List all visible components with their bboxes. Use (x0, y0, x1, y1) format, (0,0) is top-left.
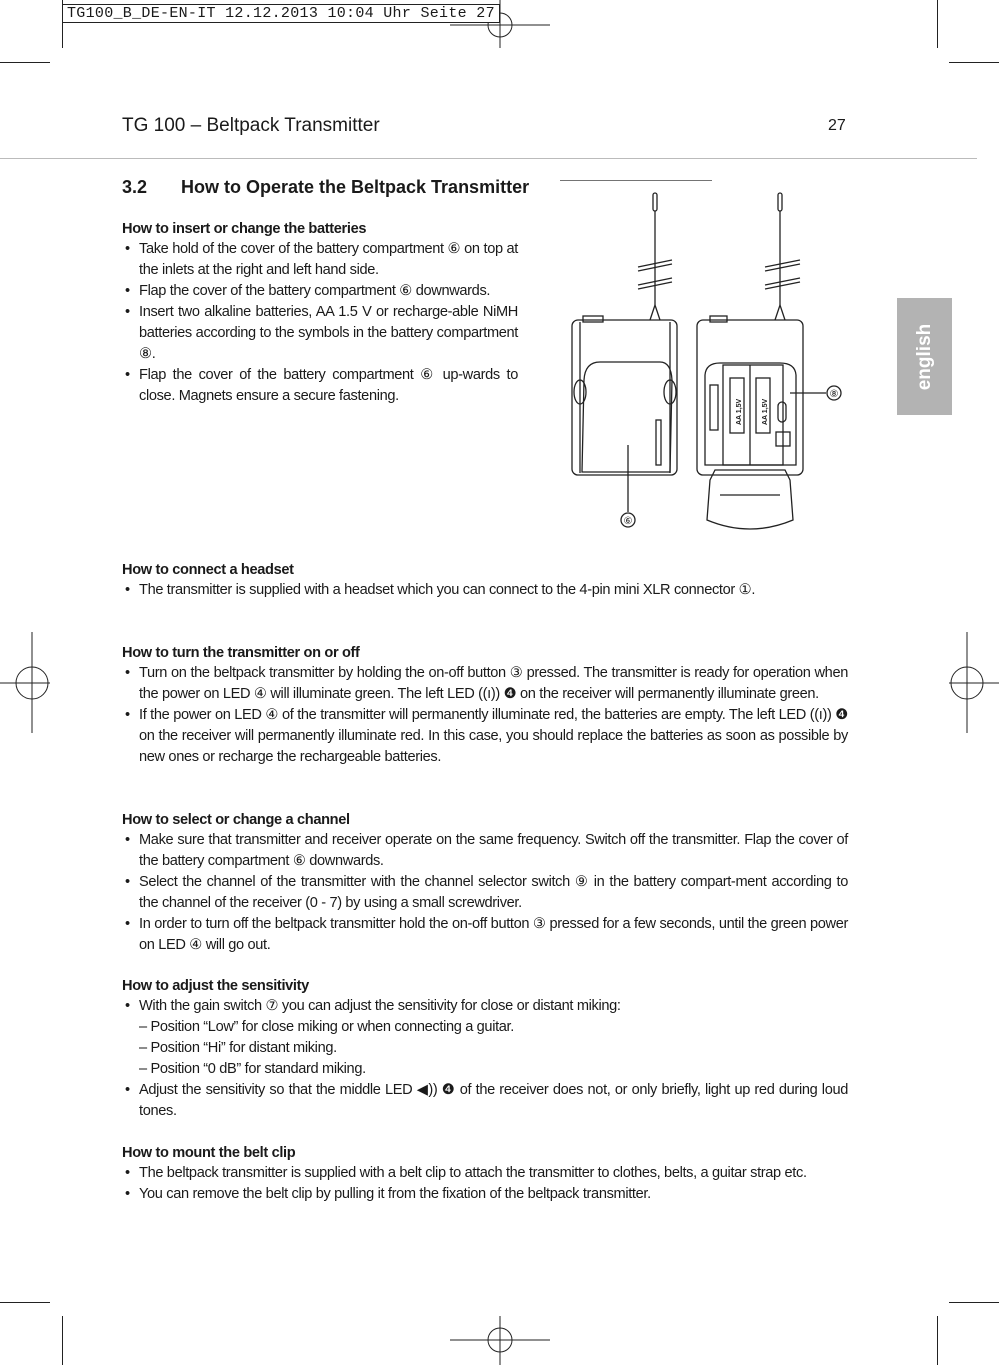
list-item: • Insert two alkaline batteries, AA 1.5 V or recharge-able NiMH batteries according to the symbols in the battery compartment ⑧. (122, 302, 518, 365)
page-number: 27 (828, 117, 846, 134)
block-heading: How to insert or change the batteries (122, 221, 367, 237)
list-item: • You can remove the belt clip by pulling it from the fixation of the beltpack transmitter. (122, 1184, 848, 1205)
print-slug: TG100_B_DE-EN-IT 12.12.2013 10:04 Uhr Seite 27 (62, 4, 500, 23)
callout-8: ⑧ (829, 389, 839, 400)
list-item: • If the power on LED ④ of the transmitter will permanently illuminate red, the batteries are empty. The left LED ((ı)) ❹ on the receiver will permanently illuminate red. In this case, you should replace the batteries as soon as possible by new ones or recharge the rechargeable batteries. (122, 705, 848, 768)
running-header-title: TG 100 – Beltpack Transmitter (122, 115, 380, 136)
language-tab (897, 298, 952, 415)
block-channel (122, 810, 848, 956)
list-item: • The beltpack transmitter is supplied with a belt clip to attach the transmitter to clothes, belts, a guitar strap etc. (122, 1163, 848, 1184)
battery-label: AA 1,5V (762, 398, 769, 425)
section-number: 3.2 (122, 177, 148, 197)
block-power (122, 643, 848, 768)
block-heading: How to adjust the sensitivity (122, 978, 309, 994)
block-heading: How to connect a headset (122, 562, 294, 578)
list-item: • Make sure that transmitter and receiver operate on the same frequency. Switch off the transmitter. Flap the cover of the battery compartment ⑥ downwards. (122, 830, 848, 872)
block-heading: How to mount the belt clip (122, 1145, 296, 1161)
block-heading: How to turn the transmitter on or off (122, 645, 360, 661)
list-item: • Take hold of the cover of the battery compartment ⑥ on top at the inlets at the right and left hand side. (122, 239, 518, 281)
battery-label: AA 1,5V (736, 398, 743, 425)
block-belt-clip (122, 1143, 848, 1205)
block-sensitivity (122, 976, 848, 1122)
block-headset (122, 560, 848, 601)
sub-item: – Position “0 dB” for standard miking. (139, 1061, 366, 1077)
sub-item: – Position “Low” for close miking or when connecting a guitar. (139, 1019, 514, 1035)
block-batteries (122, 219, 518, 407)
list-item: • Turn on the beltpack transmitter by holding the on-off button ③ pressed. The transmitter is ready for operation when the power on LED ④ will illuminate green. The left LED ((ı)) ❹ on the receiver will permanently illuminate green. (122, 663, 848, 705)
transmitter-illustration (560, 180, 860, 540)
list-item: • Select the channel of the transmitter with the channel selector switch ⑨ in the battery compart-ment according to the channel of the receiver (0 - 7) by using a small screwdriver. (122, 872, 848, 914)
language-tab-label: english (913, 323, 935, 390)
list-item: • Flap the cover of the battery compartment ⑥ up-wards to close. Magnets ensure a secure fastening. (122, 365, 518, 407)
header-rule (0, 158, 977, 159)
list-item: • The transmitter is supplied with a headset which you can connect to the 4-pin mini XLR connector ①. (122, 580, 848, 601)
list-item: • In order to turn off the beltpack transmitter hold the on-off button ③ pressed for a few seconds, until the green power on LED ④ will go out. (122, 914, 848, 956)
list-item: • With the gain switch ⑦ you can adjust the sensitivity for close or distant miking: (122, 996, 848, 1017)
section-title: How to Operate the Beltpack Transmitter (181, 177, 530, 197)
block-heading: How to select or change a channel (122, 812, 350, 828)
section-heading (122, 177, 529, 198)
callout-6: ⑥ (623, 516, 633, 527)
list-item: • Adjust the sensitivity so that the middle LED ◀)) ❹ of the receiver does not, or only briefly, light up red during loud tones. (122, 1080, 848, 1122)
sub-item: – Position “Hi” for distant miking. (139, 1040, 337, 1056)
list-item: • Flap the cover of the battery compartment ⑥ downwards. (122, 281, 518, 302)
